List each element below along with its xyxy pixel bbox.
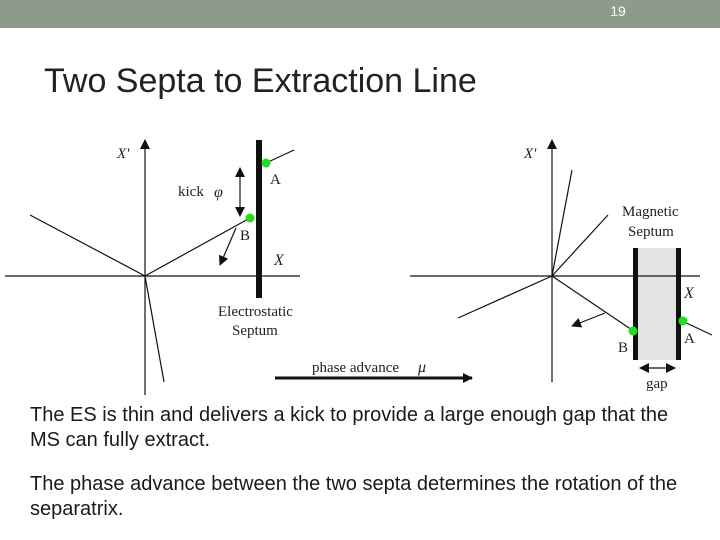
gap-label: gap bbox=[646, 376, 668, 392]
electrostatic-septum-label-line2: Septum bbox=[232, 323, 278, 339]
left-point-b bbox=[246, 214, 255, 223]
right-separatrix-line bbox=[552, 215, 608, 276]
right-point-b bbox=[629, 327, 638, 336]
magnetic-septum-wall bbox=[633, 248, 638, 360]
right-y-axis-label: X' bbox=[524, 146, 537, 162]
right-phase-space bbox=[410, 140, 712, 392]
body-paragraph-2: The phase advance between the two septa determines the rotation of the separatrix. bbox=[30, 473, 678, 520]
left-x-axis-label: X bbox=[274, 252, 284, 269]
right-separatrix-line bbox=[552, 170, 572, 276]
phase-advance bbox=[275, 359, 472, 378]
electrostatic-septum bbox=[256, 140, 262, 298]
slide-title: Two Septa to Extraction Line bbox=[44, 62, 477, 100]
left-phase-space bbox=[5, 140, 300, 395]
magnetic-septum-wall bbox=[676, 248, 681, 360]
phase-advance-label: phase advance bbox=[312, 360, 400, 376]
phase-advance-symbol: μ bbox=[418, 359, 427, 376]
right-x-axis-label: X bbox=[684, 285, 694, 302]
left-y-axis-label: X' bbox=[117, 146, 130, 162]
left-separatrix-line bbox=[30, 215, 145, 276]
right-separatrix-line bbox=[552, 276, 635, 332]
magnetic-septum-label-line1: Magnetic bbox=[622, 204, 679, 220]
kick-symbol: φ bbox=[214, 184, 223, 201]
magnetic-septum-label-line2: Septum bbox=[628, 224, 674, 240]
left-separatrix-line bbox=[145, 218, 250, 276]
left-point-a-label: A bbox=[270, 172, 281, 188]
right-point-a bbox=[679, 317, 688, 326]
magnetic-septum-gap bbox=[638, 248, 678, 360]
electrostatic-septum-label-line1: Electrostatic bbox=[218, 304, 293, 320]
right-point-a-label: A bbox=[684, 331, 695, 347]
right-point-b-label: B bbox=[618, 340, 629, 356]
left-separatrix-line bbox=[145, 276, 164, 382]
septa-diagram bbox=[0, 130, 720, 395]
right-separatrix-line bbox=[458, 276, 552, 318]
slide-number: 19 bbox=[610, 3, 626, 19]
left-point-b-label: B bbox=[240, 228, 251, 244]
kick-label: kick bbox=[178, 184, 204, 200]
left-separatrix-line bbox=[266, 150, 294, 163]
body-paragraph-1: The ES is thin and delivers a kick to provide a large enough gap that the MS can fully extract. bbox=[30, 404, 669, 451]
top-bar bbox=[0, 0, 720, 28]
left-point-a bbox=[262, 159, 271, 168]
right-rotation-arrow bbox=[572, 313, 605, 326]
